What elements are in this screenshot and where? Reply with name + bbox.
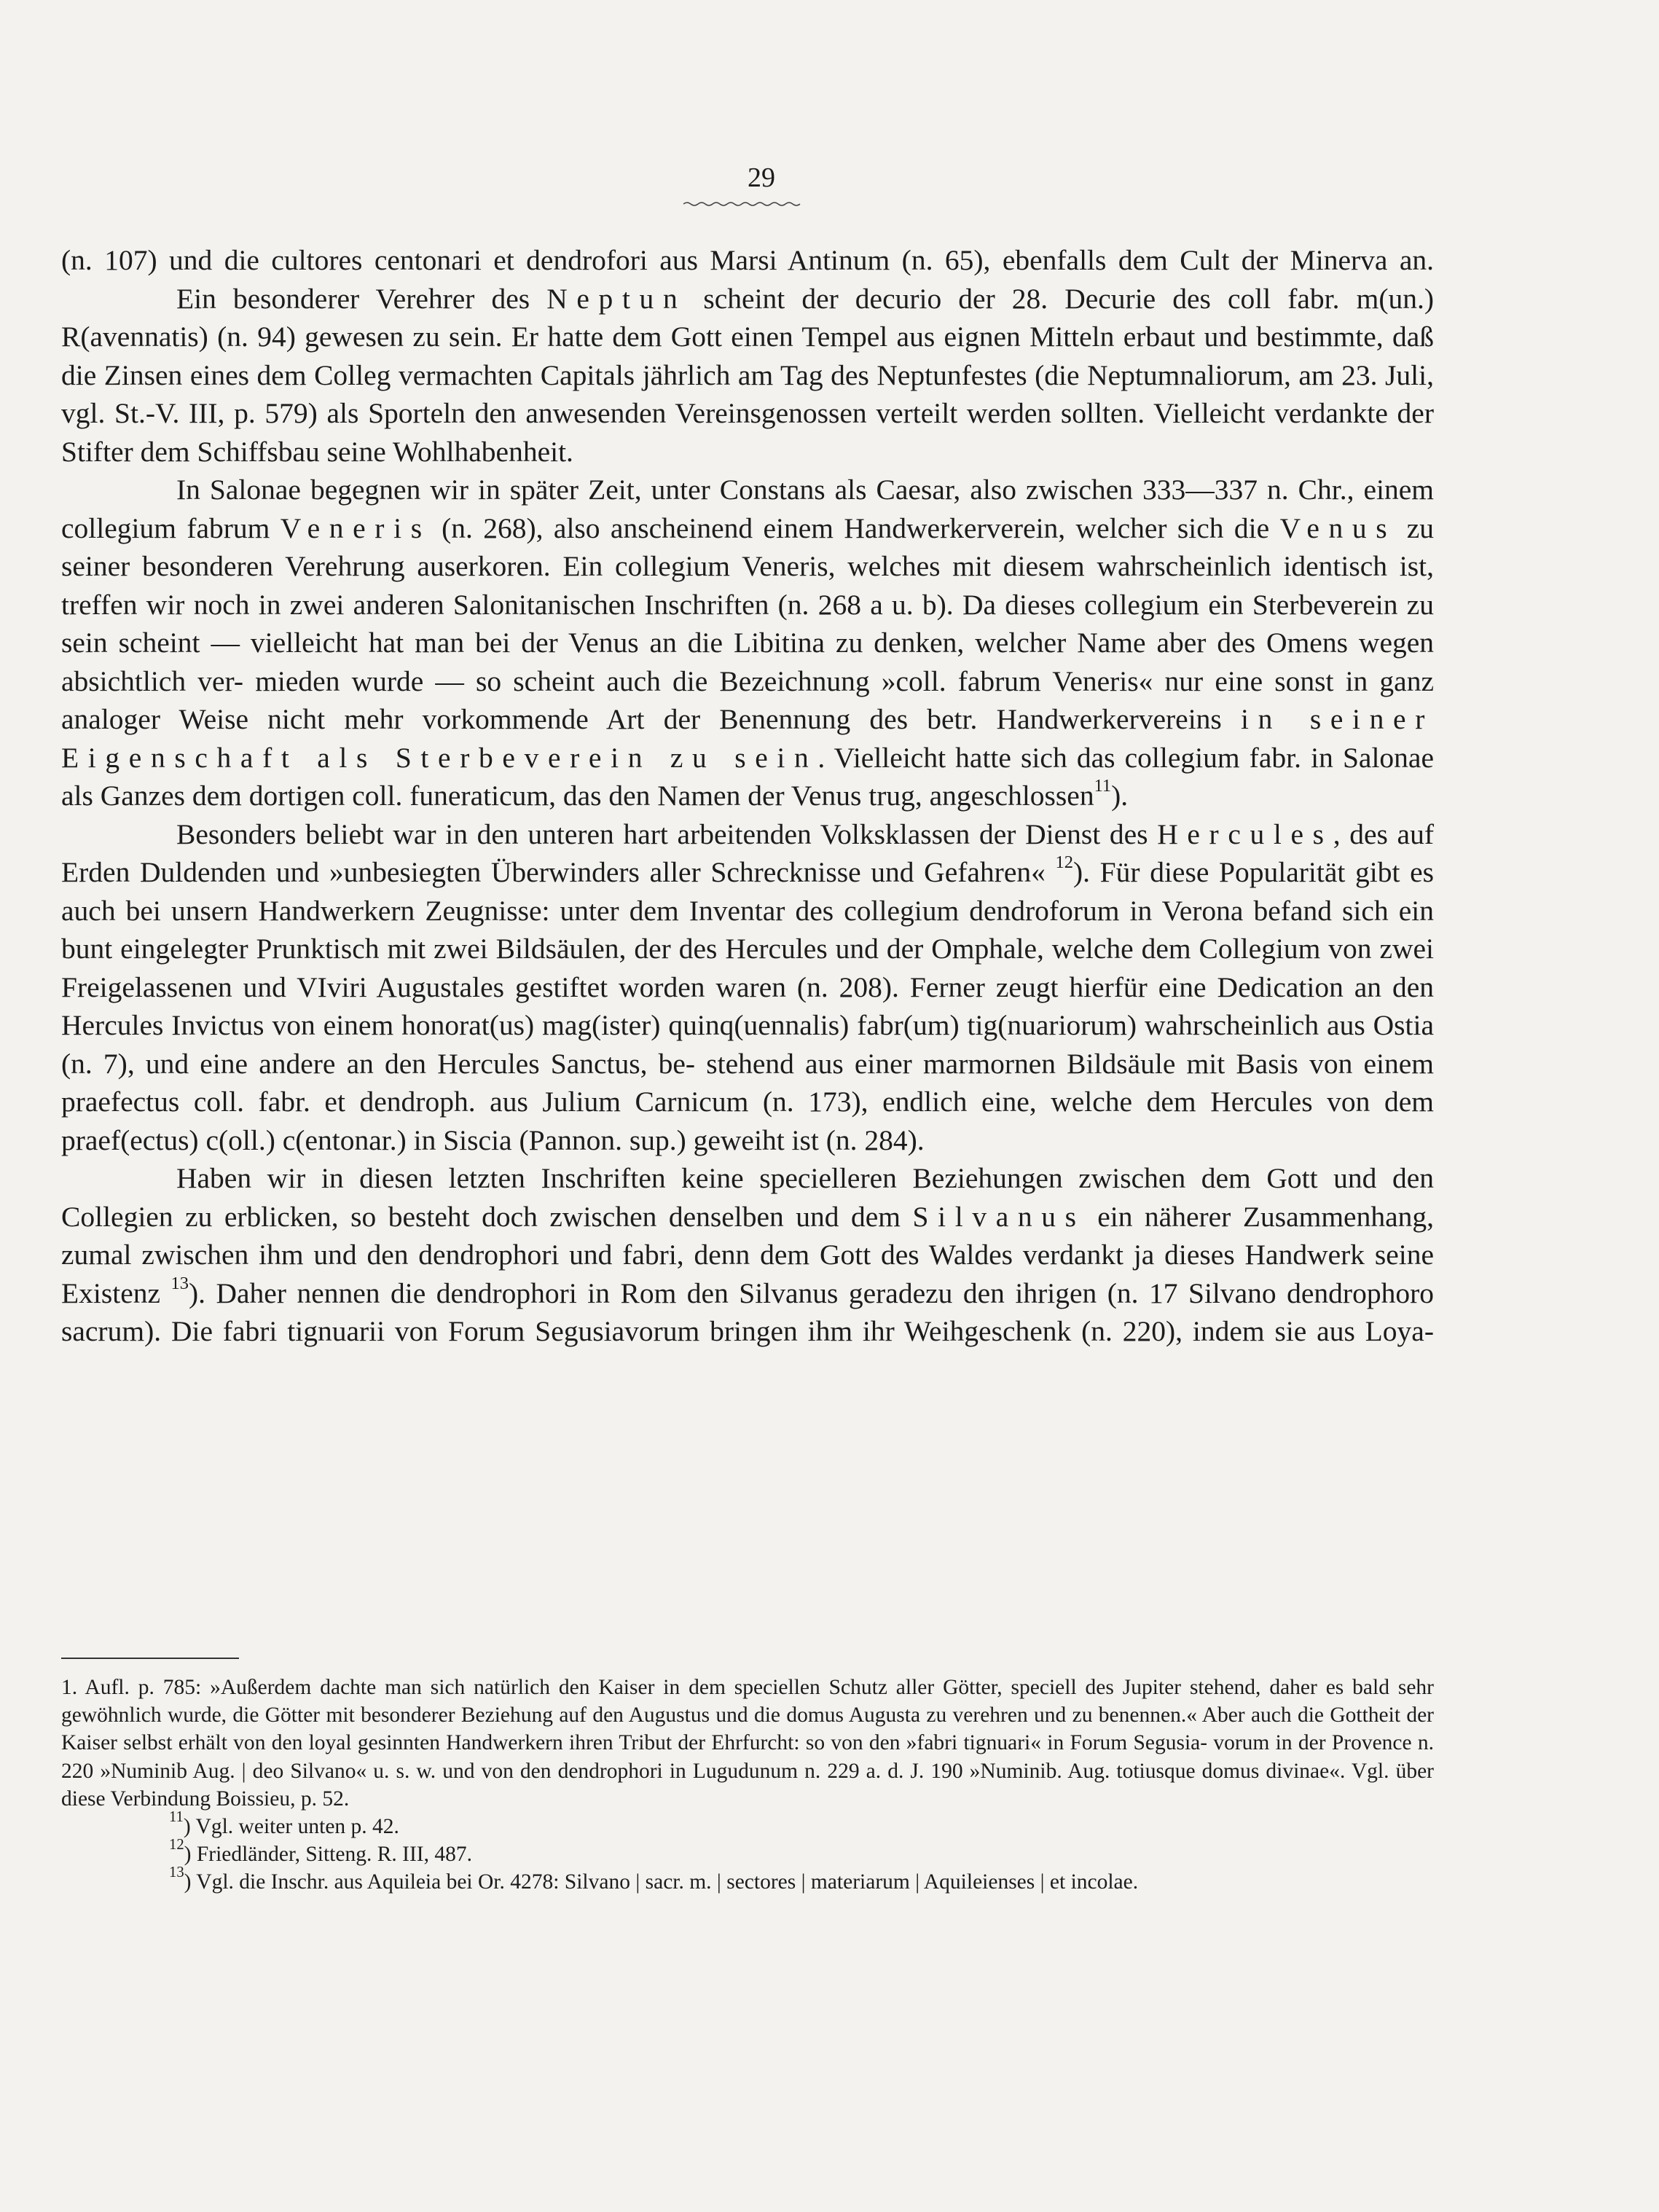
footnote-mark: 11	[169, 1808, 184, 1825]
text-line: m(un.) R(avennatis) (n. 94) gewesen zu sein. Er hatte dem Gott einen Tempel aus eignen	[61, 282, 1435, 353]
paragraph-4	[61, 815, 1434, 1160]
footnote-ref: 13	[170, 1273, 189, 1293]
footnotes	[61, 1674, 1434, 1897]
footnote-continued	[61, 1674, 1434, 1813]
page-number: 29	[748, 162, 775, 193]
page-number-ornament	[683, 201, 803, 207]
text-line: in Rom den Silvanus geradezu den ihrigen (n. 17 Silvano dendrophoro sacrum). Die fabri	[61, 1276, 1434, 1347]
text-line: Salonae als Ganzes dem dortigen coll. funeraticum, das den Namen der Venus trug, angeschlossen	[61, 741, 1434, 812]
text-line: ein näherer Zusammenhang, zumal zwischen ihm und den dendrophori und fabri, denn dem	[61, 1200, 1434, 1271]
text-line: am Tag des Neptunfestes (die Neptumnaliorum, am 23. Juli, vgl. St.-V. III, p. 579) als Sporteln	[61, 358, 1435, 429]
text-line: Freigelassenen und VIviri Augustales gestiftet worden waren (n. 208). Ferner zeugt hierfür eine	[61, 970, 1207, 1003]
text-line: den anwesenden Vereinsgenossen verteilt werden sollten. Vielleicht verdankte der Stifter dem	[61, 397, 1434, 468]
text-line: Cult der Minerva an.	[1180, 244, 1434, 276]
footnote-11	[61, 1808, 1434, 1840]
text-line: welches mit diesem wahrscheinlich identisch ist, treffen wir noch in zwei anderen Salonitanischen	[61, 550, 1435, 621]
text-line: mit zwei Bildsäulen, der des Hercules und der Omphale, welche dem Collegium von zwei	[387, 933, 1435, 965]
footnote-12	[61, 1837, 1434, 1868]
text-line: In Salonae begegnen wir in später Zeit, unter Constans als Caesar, also zwischen 333—337	[176, 474, 1258, 506]
text-line: (n. 107) und die cultores centonari et dendrofori aus Marsi Antinum (n. 65), ebenfalls dem	[61, 244, 1168, 276]
footnote-text: ) Friedländer, Sitteng. R. III, 487.	[184, 1843, 472, 1867]
footnote-line: und die domus Augusta zu verehren und zu benennen.« Aber auch die Gottheit der Kaiser selbst erhält von	[61, 1703, 1435, 1755]
paragraph-5	[61, 1159, 1434, 1351]
footnote-ref: 12	[1055, 852, 1073, 872]
text-line: bei der Venus an die Libitina zu denken, welcher Name aber des Omens wegen absichtlich ver-	[61, 627, 1435, 697]
text-line: dem Inventar des collegium dendroforum in Verona befand sich ein bunt eingelegter Prunktisch	[61, 894, 1434, 965]
text-line: n. Chr., einem collegium fabrum Veneris (n. 268), also anscheinend einem Handwerkerverein,	[61, 474, 1434, 544]
footnote-divider	[61, 1658, 239, 1659]
text-line: Haben wir in diesen letzten Inschriften keine specielleren Beziehungen zwischen dem	[176, 1162, 1251, 1194]
text-line: Mitteln erbaut und bestimmte, daß die Zinsen eines dem Colleg vermachten Capitals jährlich	[61, 321, 1434, 391]
body-text	[61, 241, 1434, 1351]
footnote-text: ) Vgl. die Inschr. aus Aquileia bei Or. 4278: Silvano | sacr. m. | sectores | materiarum | Aquileienses | et incolae.	[184, 1870, 1139, 1894]
text-line: Hercules, des auf Erden Duldenden und »unbesiegten Überwinders aller Schrecknisse und	[61, 817, 1434, 888]
text-line: stehend aus einer marmornen Bildsäule mit Basis von einem praefectus coll. fabr. et dendroph.	[61, 1047, 1434, 1118]
paragraph-3: In Salonae begegnen wir in später Zeit, unter Constans als Caesar, also zwischen 333—337 n. Chr., einem collegium fabrum Veneris (n. 268), also anscheinend einem Handwerkerverein, welcher sich die Venus zu seiner besonderen Verehrung auserkoren. Ein collegium Veneris, welches mit diesem wahrscheinlich identisch ist, treffen wir noch in zwei anderen Salonitanischen Inschriften (n. 268 a u. b). Da dieses collegium ein Sterbeverein zu sein scheint — vielleicht hat man bei der Venus an die Libitina zu denken, welcher Name aber des Omens wegen absichtlich ver- mieden wurde — so scheint auch die Bezeichnung »coll. fabrum Veneris« nur eine sonst in ganz analoger Weise nicht mehr vorkommende Art der Benennung des betr. Handwerkervereins in seiner Eigenschaft als Sterbeverein zu sein. Vielleicht hatte sich das collegium fabr. in Salonae als Ganzes dem dortigen coll. funeraticum, das den Namen der Venus trug, angeschlossen$^{11}$).	[61, 474, 1435, 812]
text-line: Dedication an den Hercules Invictus von einem honorat(us) mag(ister) quinq(uennalis) fabr(um)	[61, 970, 1435, 1041]
text-line: tignuarii von Forum Segusiavorum bringen ihm ihr Weihgeschenk (n. 220), indem sie aus Loya-	[287, 1315, 1434, 1347]
text-line: Gott und den Collegien zu erblicken, so besteht doch zwischen denselben und dem Silvanus	[61, 1162, 1435, 1233]
paragraph-1	[61, 241, 1434, 280]
spaced-word: Venus	[1279, 511, 1397, 544]
spaced-phrase: in seiner Eigenschaft als Sterbeverein zu sein	[61, 703, 1434, 774]
footnote-mark: 13	[169, 1864, 184, 1881]
spaced-word: Hercules	[1157, 817, 1333, 850]
text-line: mieden wurde — so scheint auch die Bezeichnung »coll. fabrum Veneris« nur eine sonst in ganz	[255, 664, 1434, 697]
footnote-line: des Jupiter stehend, daher es bald sehr gewöhnlich wurde, die Götter mit besonderer Beziehung auf den Augustus	[61, 1676, 1435, 1727]
text-line: Inschriften (n. 268 a u. b). Da dieses collegium ein Sterbeverein zu sein scheint — vielleicht hat man	[61, 588, 1434, 659]
spaced-word: Silvanus	[912, 1200, 1086, 1233]
text-line: Schiffsbau seine Wohlhabenheit.	[197, 435, 573, 468]
footnote-mark: 12	[169, 1837, 184, 1854]
footnote-text: ) Vgl. weiter unten p. 42.	[183, 1815, 399, 1839]
text-line: Ein besonderer Verehrer des Neptun scheint der decurio der 28. Decurie des coll fabr.	[176, 282, 1340, 315]
paragraph-2	[61, 280, 1434, 471]
text-line: Gott des Waldes verdankt ja dieses Handwerk seine Existenz	[61, 1239, 1435, 1309]
footnote-line: den loyal gesinnten Handwerkern ihren Tribut der Ehrfurcht: so von den »fabri tignuari« in Forum Segusia-	[271, 1731, 1208, 1755]
text-line: c(entonar.) in Siscia (Pannon. sup.) geweiht ist (n. 284).	[282, 1123, 925, 1156]
text-line: welcher sich die Venus zu seiner besonderen Verehrung auserkoren. Ein collegium Veneris,	[61, 511, 1434, 582]
footnote-ref: 11	[1094, 775, 1112, 796]
text-line: tig(nuariorum) wahrscheinlich aus Ostia (n. 7), und eine andere an den Hercules Sanctus, be-	[61, 1009, 1434, 1080]
spaced-word: Neptun	[546, 282, 687, 315]
spaced-word: Veneris	[280, 511, 431, 544]
text-line: aus Julium Carnicum (n. 173), endlich eine, welche dem Hercules von dem praef(ectus) c(oll.)	[61, 1086, 1434, 1156]
footnote-13	[61, 1864, 1434, 1896]
footnote-line: 1. Aufl. p. 785: »Außerdem dachte man sich natürlich den Kaiser in dem speciellen Schutz aller Götter, speciell	[61, 1676, 1077, 1699]
footnote-line: vorum in der Provence n. 220 »Numinib Aug. | deo Silvano« u. s. w. und von den dendrophori in Lugudunum	[61, 1731, 1435, 1783]
text-line: ). Daher nennen die dendrophori	[188, 1276, 577, 1309]
text-line: analoger Weise nicht mehr vorkommende Art der Benennung des betr. Handwerkervereins in seiner Eigenschaft als Sterbeverein zu sein. Vielleicht hatte sich das collegium fabr. in	[61, 703, 1434, 774]
text-line: Gefahren«	[924, 856, 1046, 888]
text-line: ). Für diese Popularität gibt es auch bei unsern Handwerkern Zeugnisse: unter	[61, 856, 1435, 927]
footnote-line: n. 229 a. d. J. 190 »Numinib. Aug. totiusque domus divinae«. Vgl. über diese Verbindung Boissieu, p. 52.	[61, 1759, 1434, 1811]
text-line: Besonders beliebt war in den unteren hart arbeitenden Volksklassen der Dienst des	[176, 817, 1148, 850]
